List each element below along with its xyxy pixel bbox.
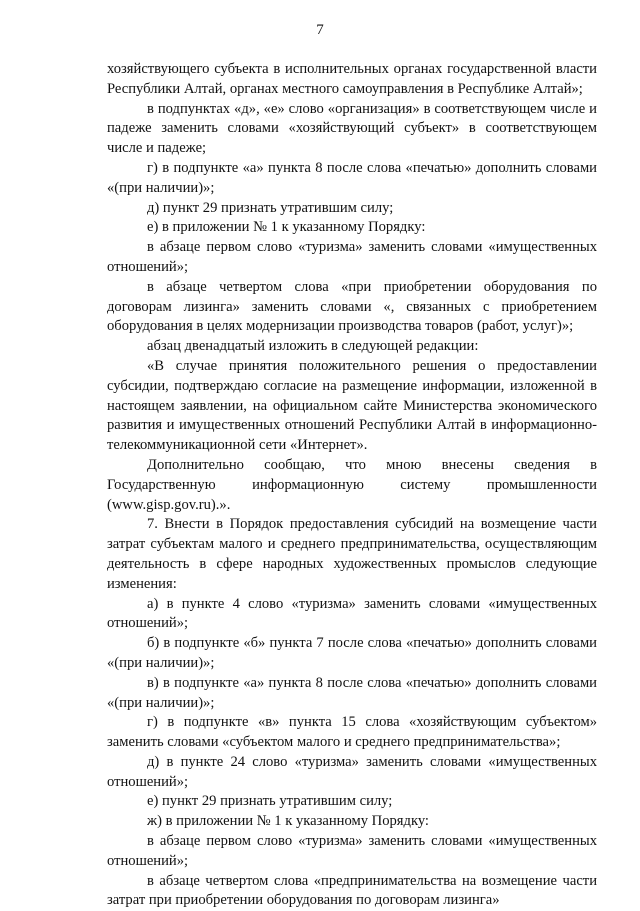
paragraph-8: абзац двенадцатый изложить в следующей редакции:: [147, 338, 479, 355]
paragraph-14: в) в подпункте «а» пункта 8 после слова «печатью» дополнить словами «(при наличии)»;: [107, 674, 597, 711]
paragraph-11: 7. Внести в Порядок предоставления субсидий на возмещение части затрат субъектам малого и среднего предпринимательства, осуществляющим деятельность в сфере народных художественных промыслов следующие изменения:: [107, 516, 597, 592]
paragraph-19: в абзаце первом слово «туризма» заменить словами «имущественных отношений»;: [107, 833, 597, 869]
paragraph-12: а) в пункте 4 слово «туризма» заменить словами «имущественных отношений»;: [107, 595, 597, 632]
paragraph-6: в абзаце первом слово «туризма» заменить словами «имущественных отношений»;: [107, 239, 597, 275]
paragraph-16: д) в пункте 24 слово «туризма» заменить словами «имущественных отношений»;: [107, 753, 597, 790]
paragraph-2: в подпунктах «д», «е» слово «организация» в соответствующем числе и падеже заменить словами «хозяйствующий субъект» в соответствующем числе и падеже;: [107, 100, 597, 157]
paragraph-9: «В случае принятия положительного решения о предоставлении субсидии, подтверждаю согласие на размещение информации, изложенной в настоящем заявлении, на официальном сайте Министерства экономического развития и имущественных отношений Республики Алтай в информационно-телекоммуникационной сети «Интернет».: [107, 357, 597, 454]
paragraph-1: хозяйствующего субъекта в исполнительных органах государственной власти Республики Алтай, органах местного самоуправления в Республике Алтай»;: [107, 61, 597, 97]
paragraph-15: г) в подпункте «в» пункта 15 слова «хозяйствующим субъектом» заменить словами «субъектом малого и среднего предпринимательства»;: [107, 714, 597, 751]
paragraph-4: д) пункт 29 признать утратившим силу;: [147, 199, 394, 216]
paragraph-5: е) в приложении № 1 к указанному Порядку:: [147, 219, 426, 236]
paragraph-13: б) в подпункте «б» пункта 7 после слова «печатью» дополнить словами «(при наличии)»;: [107, 635, 597, 671]
paragraph-7: в абзаце четвертом слова «при приобретении оборудования по договорам лизинга» заменить словами «, связанных с приобретением оборудования в целях модернизации производства товаров (работ, услуг)»;: [107, 278, 597, 335]
page-number: 7: [316, 22, 324, 38]
paragraph-3: г) в подпункте «а» пункта 8 после слова «печатью» дополнить словами «(при наличии)»;: [107, 159, 597, 196]
document-body: [107, 60, 597, 911]
paragraph-18: ж) в приложении № 1 к указанному Порядку:: [147, 813, 429, 830]
paragraph-10: Дополнительно сообщаю, что мною внесены сведения в Государственную информационную систему промышленности (www.gisp.gov.ru).».: [107, 456, 597, 513]
paragraph-17: е) пункт 29 признать утратившим силу;: [147, 793, 393, 810]
paragraph-20: в абзаце четвертом слова «предпринимательства на возмещение части затрат при приобретении оборудования по договорам лизинга»: [107, 872, 597, 909]
